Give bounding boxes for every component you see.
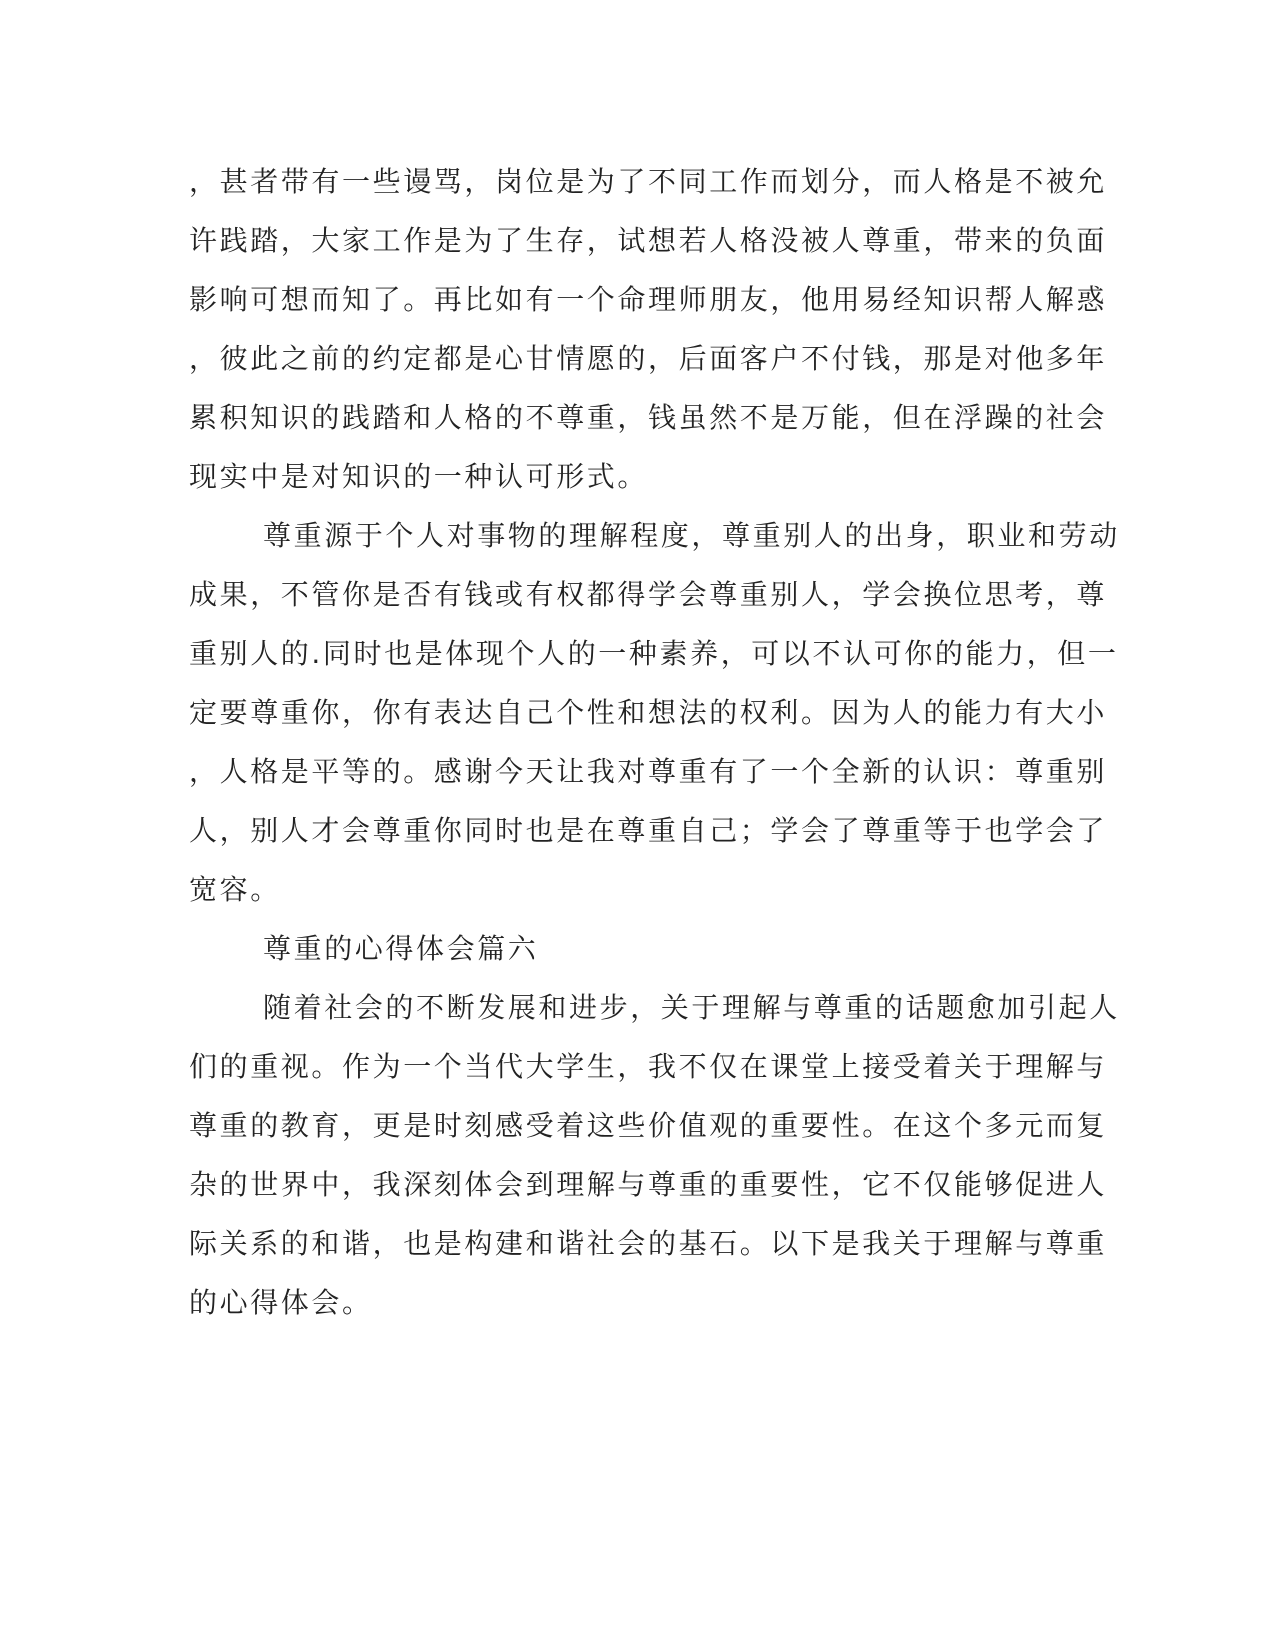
paragraph-line: 累积知识的践踏和人格的不尊重，钱虽然不是万能，但在浮躁的社会	[189, 401, 1108, 434]
paragraph-line: 成果，不管你是否有钱或有权都得学会尊重别人，学会换位思考，尊	[189, 578, 1108, 611]
paragraph-line: 现实中是对知识的一种认可形式。	[189, 460, 649, 493]
paragraph-line: 许践踏，大家工作是为了生存，试想若人格没被人尊重，带来的负面	[189, 224, 1108, 257]
paragraph-line: 际关系的和谐，也是构建和谐社会的基石。以下是我关于理解与尊重	[189, 1227, 1108, 1260]
paragraph-line: 们的重视。作为一个当代大学生，我不仅在课堂上接受着关于理解与	[189, 1050, 1108, 1083]
paragraph-line: ，甚者带有一些谩骂，岗位是为了不同工作而划分，而人格是不被允	[189, 165, 1108, 198]
paragraph-line: 的心得体会。	[189, 1286, 373, 1319]
paragraph-line: 重别人的.同时也是体现个人的一种素养，可以不认可你的能力，但一	[189, 637, 1119, 670]
paragraph-line: ，彼此之前的约定都是心甘情愿的，后面客户不付钱，那是对他多年	[189, 342, 1108, 375]
paragraph-line: 影响可想而知了。再比如有一个命理师朋友，他用易经知识帮人解惑	[189, 283, 1108, 316]
paragraph-line: 尊重源于个人对事物的理解程度，尊重别人的出身，职业和劳动	[263, 519, 1120, 552]
section-heading: 尊重的心得体会篇六	[263, 932, 539, 965]
paragraph-line: 定要尊重你，你有表达自己个性和想法的权利。因为人的能力有大小	[189, 696, 1108, 729]
paragraph-line: ，人格是平等的。感谢今天让我对尊重有了一个全新的认识：尊重别	[189, 755, 1108, 788]
paragraph-line: 随着社会的不断发展和进步，关于理解与尊重的话题愈加引起人	[263, 991, 1120, 1024]
paragraph-line: 杂的世界中，我深刻体会到理解与尊重的重要性，它不仅能够促进人	[189, 1168, 1108, 1201]
paragraph-line: 人，别人才会尊重你同时也是在尊重自己；学会了尊重等于也学会了	[189, 814, 1108, 847]
paragraph-line: 宽容。	[189, 873, 281, 906]
paragraph-line: 尊重的教育，更是时刻感受着这些价值观的重要性。在这个多元而复	[189, 1109, 1108, 1142]
